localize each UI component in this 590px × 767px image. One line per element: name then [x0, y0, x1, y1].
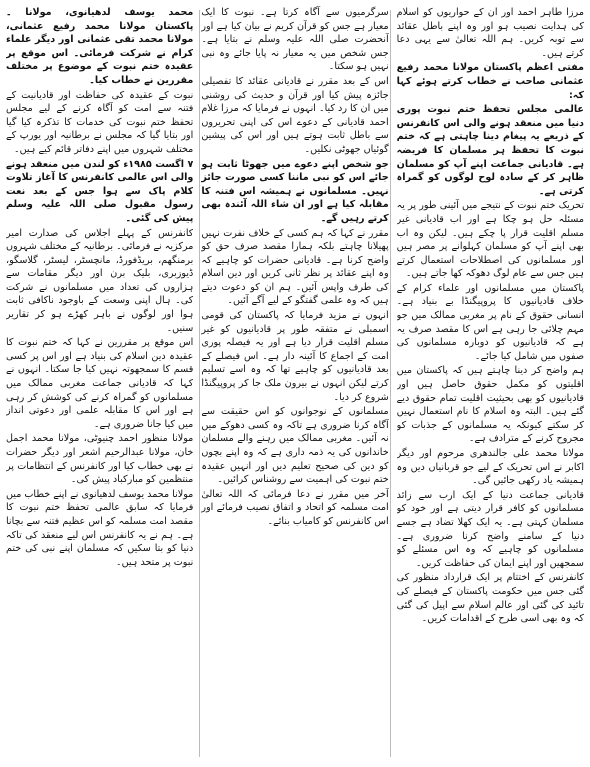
paragraph: مفتی اعظم پاکستان مولانا محمد رفیع عثمانی صاحب نے خطاب کرتے ہوئے کہا کہ: [396, 62, 584, 101]
column-divider [390, 10, 391, 757]
text-column-middle [201, 6, 388, 761]
text-column-left [397, 6, 584, 761]
paragraph: مقرر نے کہا کہ ہم کسی کے خلاف نفرت نہیں پھیلانا چاہتے بلکہ ہمارا مقصد صرف حق کو واضح کرنا ہے۔ قادیانی حضرات کو چاہیے کہ وہ اپنے عقائد پر نظر ثانی کریں اور دین اسلام کی طرف واپس آئیں۔ ہم ان کو دعوت دیتے ہیں کہ وہ علمی گفتگو کے لیے آگے آئیں۔ [201, 227, 389, 307]
paragraph: مولانا محمد علی جالندھری مرحوم اور دیگر اکابر نے اس تحریک کے لیے جو قربانیاں دیں وہ ہمیشہ یاد رکھی جائیں گی۔ [396, 448, 584, 487]
paragraph: ۷ اگست ۱۹۸۵ء کو لندن میں منعقد ہونے والی اس عالمی کانفرنس کا آغاز تلاوت کلام پاک سے ہوا جس کے بعد نعت رسول مقبول صلی اللہ علیہ وسلم پیش کی گئی۔ [6, 158, 194, 224]
paragraph: اس کے بعد مقرر نے قادیانی عقائد کا تفصیلی جائزہ پیش کیا اور قرآن و حدیث کی روشنی میں ان کا رد کیا۔ انہوں نے فرمایا کہ مرزا غلام احمد قادیانی کے دعوے اس کی اپنی تحریروں سے باطل ثابت ہوتے ہیں اور اس کی پیشین گوئیاں جھوٹی نکلیں۔ [201, 75, 389, 155]
paragraph: تحریک ختم نبوت کے نتیجے میں آئینی طور پر یہ مسئلہ حل ہو چکا ہے اور اب قادیانی غیر مسلم اقلیت قرار پا چکے ہیں۔ لیکن وہ اب بھی اپنے آپ کو مسلمان کہلوانے پر مصر ہیں اور مسلمانوں کی اصطلاحات استعمال کرتے ہیں جس سے عام لوگ دھوکہ کھا جاتے ہیں۔ [396, 200, 584, 280]
column-divider [199, 10, 200, 757]
paragraph: نبوت کے عقیدہ کی حفاظت اور قادیانیت کے فتنہ سے امت کو آگاہ کرنے کے لیے مجلس تحفظ ختم نبوت کی خدمات کا تذکرہ کیا گیا اور بتایا گیا کہ مجلس نے برطانیہ اور یورپ کے مختلف شہروں میں اپنے دفاتر قائم کیے ہیں۔ [6, 89, 194, 155]
paragraph: ہم واضح کر دینا چاہتے ہیں کہ پاکستان میں اقلیتوں کو مکمل حقوق حاصل ہیں اور قادیانیوں کو بھی بحیثیت اقلیت تمام حقوق دیے گئے ہیں۔ البتہ وہ اسلام کا نام استعمال نہیں کر سکتے کیونکہ یہ مسلمانوں کے جذبات کو مجروح کرنے کے مترادف ہے۔ [396, 365, 584, 445]
paragraph: انہوں نے مزید فرمایا کہ پاکستان کی قومی اسمبلی نے متفقہ طور پر قادیانیوں کو غیر مسلم اقلیت قرار دیا ہے اور یہ فیصلہ پوری امت کے اجماع کا آئینہ دار ہے۔ اس فیصلے کے بعد قادیانیوں کو چاہیے تھا کہ وہ اسے تسلیم کرتے لیکن انہوں نے بیرون ملک جا کر پروپیگنڈا شروع کر دیا۔ [201, 310, 389, 403]
paragraph: کانفرنس کے پہلے اجلاس کی صدارت امیر مرکزیہ نے فرمائی۔ برطانیہ کے مختلف شہروں برمنگھم، بریڈفورڈ، مانچسٹر، لیسٹر، گلاسگو، ڈیوزبری، بلیک برن اور دیگر مقامات سے ہزاروں کی تعداد میں مسلمانوں نے شرکت کی۔ ہال اپنی وسعت کے باوجود ناکافی ثابت ہوا اور لوگوں نے باہر کھڑے ہو کر تقاریر سنیں۔ [6, 227, 194, 334]
paragraph: مسلمانوں کے نوجوانوں کو اس حقیقت سے آگاہ کرنا ضروری ہے تاکہ وہ کسی دھوکے میں نہ آئیں۔ مغربی ممالک میں رہنے والے مسلمان خاندانوں کی یہ ذمہ داری ہے کہ وہ اپنے بچوں کو دین کی صحیح تعلیم دیں اور انہیں عقیدہ ختم نبوت کی اہمیت سے روشناس کرائیں۔ [201, 406, 389, 486]
paragraph: مولانا محمد یوسف لدھیانوی نے اپنے خطاب میں فرمایا کہ سابق عالمی تحفظ ختم نبوت کا مقصد امت مسلمہ کو اس عظیم فتنہ سے بچانا ہے۔ ہم نے یہ کانفرنس اس لیے منعقد کی تاکہ دنیا کو بتا سکیں کہ مسلمان اپنے نبی کی ختم نبوت پر متحد ہیں۔ [6, 488, 194, 568]
paragraph: مرزا طاہر احمد اور ان کے حواریوں کو اسلام کی ہدایت نصیب ہو اور وہ اپنے باطل عقائد سے توبہ کریں۔ ہم اللہ تعالیٰ سے یہی دعا کرتے ہیں۔ [396, 7, 584, 59]
paragraph: اس موقع پر مقررین نے کہا کہ ختم نبوت کا عقیدہ دین اسلام کی بنیاد ہے اور اس پر کسی قسم کا سمجھوتہ نہیں کیا جا سکتا۔ انہوں نے کہا کہ قادیانی جماعت مغربی ممالک میں مسلمانوں کو گمراہ کرنے کی کوشش کر رہی ہے اور اس کا مقابلہ علمی اور دعوتی انداز میں کیا جانا ضروری ہے۔ [6, 337, 194, 430]
paragraph: پاکستان میں مسلمانوں اور علماء کرام کے خلاف قادیانیوں کا پروپیگنڈا بے بنیاد ہے۔ انسانی حقوق کے نام پر مغربی ممالک میں جو مہم چلائی جا رہی ہے اس کا مقصد صرف یہ ہے کہ قادیانیوں کو دوبارہ مسلمانوں کی صفوں میں شامل کیا جائے۔ [396, 282, 584, 362]
paragraph: مولانا منظور احمد چنیوٹی، مولانا محمد اجمل خان، مولانا عبدالرحیم اشعر اور دیگر حضرات نے بھی خطاب کیا اور کانفرنس کے انتظامات پر منتظمین کو مبارکباد پیش کی۔ [6, 433, 194, 486]
text-column-right [6, 6, 193, 761]
paragraph: سرگرمیوں سے آگاہ کرتا ہے۔ نبوت کا ایک معیار ہے جس کو قرآن کریم نے بیان کیا ہے اور آنحضرت صلی اللہ علیہ وسلم نے بتایا ہے۔ جس شخص میں یہ معیار نہ پایا جائے وہ نبی نہیں ہو سکتا۔ [201, 7, 389, 73]
paragraph: آخر میں مقرر نے دعا فرمائی کہ اللہ تعالیٰ امت مسلمہ کو اتحاد و اتفاق نصیب فرمائے اور اس کانفرنس کو کامیاب بنائے۔ [201, 488, 389, 527]
paragraph: عالمی مجلس تحفظ ختم نبوت پوری دنیا میں منعقد ہونے والی اس کانفرنس کے ذریعے یہ پیغام دینا چاہتی ہے کہ ختم نبوت کا تحفظ ہر مسلمان کا فریضہ ہے۔ قادیانی جماعت اپنے آپ کو مسلمان ظاہر کر کے سادہ لوح لوگوں کو گمراہ کرتی ہے۔ [396, 104, 584, 197]
paragraph: جو شخص اپنے دعوے میں جھوٹا ثابت ہو جائے اس کو نبی ماننا کسی صورت جائز نہیں۔ مسلمانوں نے ہمیشہ اس فتنہ کا مقابلہ کیا ہے اور ان شاء اللہ آئندہ بھی کرتے رہیں گے۔ [201, 158, 389, 224]
document-page [6, 6, 584, 761]
paragraph: کانفرنس کے اختتام پر ایک قرارداد منظور کی گئی جس میں حکومت پاکستان کے فیصلے کی تائید کی گئی اور عالم اسلام سے اپیل کی گئی کہ وہ بھی اسی طرح کے اقدامات کریں۔ [396, 572, 584, 625]
paragraph: محمد یوسف لدھیانوی، مولانا ۔ پاکستان مولانا محمد رفیع عثمانی، مولانا محمد تقی عثمانی اور دیگر علماء کرام نے شرکت فرمائی۔ اس موقع پر عقیدہ ختم نبوت کے موضوع پر مختلف مقررین نے خطاب کیا۔ [6, 7, 194, 86]
paragraph: قادیانی جماعت دنیا کے ایک ارب سے زائد مسلمانوں کو کافر قرار دیتی ہے اور خود کو مسلمان کہتی ہے۔ یہ ایک کھلا تضاد ہے جسے دنیا کے سامنے واضح کرنا ضروری ہے۔ مسلمانوں کو چاہیے کہ وہ اس مسئلے کو سمجھیں اور اپنے ایمان کی حفاظت کریں۔ [396, 489, 584, 569]
